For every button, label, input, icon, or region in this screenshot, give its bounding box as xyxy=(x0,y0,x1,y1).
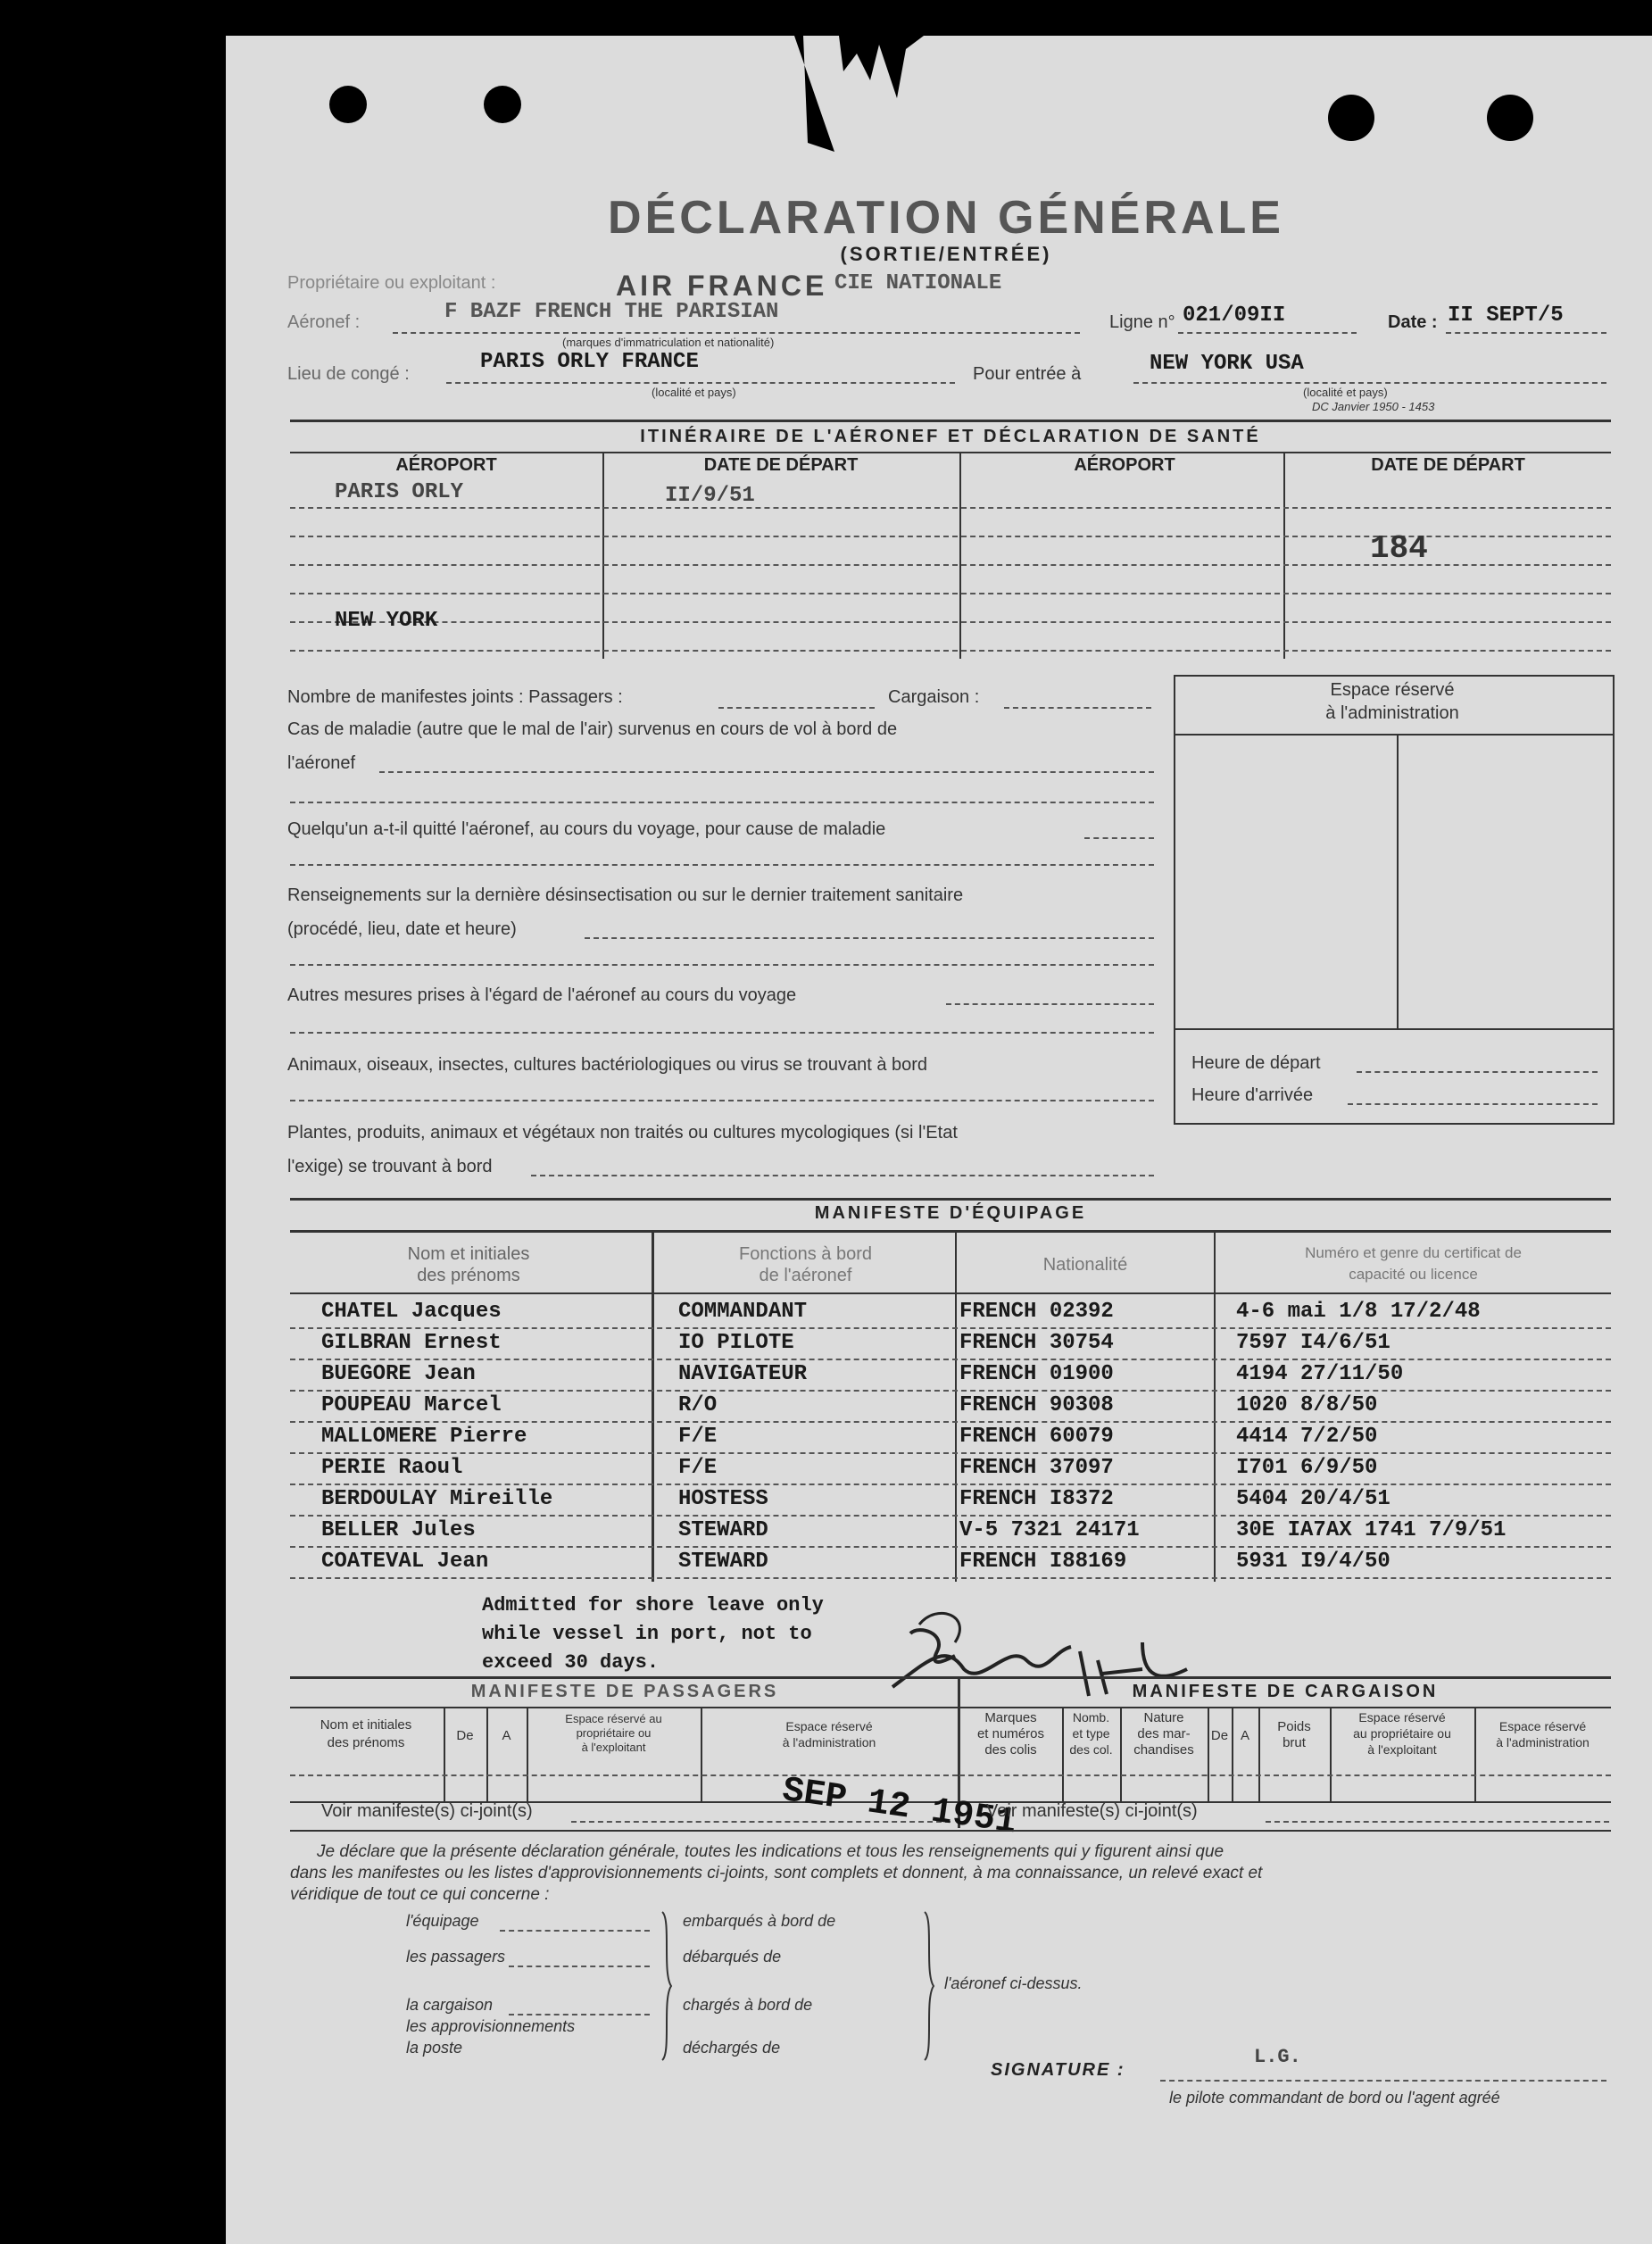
form-subtitle: (SORTIE/ENTRÉE) xyxy=(840,243,1052,265)
crew-heading: MANIFESTE D'ÉQUIPAGE xyxy=(814,1203,1087,1223)
crew-col-name-1: Nom et initiales xyxy=(407,1244,530,1264)
departure-label: Lieu de congé : xyxy=(287,364,410,384)
cargo-col-nature-1: Nature xyxy=(1143,1710,1184,1725)
form-reference: DC Janvier 1950 - 1453 xyxy=(1312,400,1435,413)
cargo-col-num-1: Nomb. xyxy=(1072,1710,1110,1725)
health-q6b: l'exige) se trouvant à bord xyxy=(287,1157,493,1176)
declaration-loaded: chargés à bord de xyxy=(683,1996,813,2014)
crew-member-function: R/O xyxy=(678,1393,718,1417)
crew-member-nationality: FRENCH 90308 xyxy=(959,1393,1114,1417)
crew-member-license: 5931 I9/4/50 xyxy=(1236,1550,1391,1574)
declaration-line2: dans les manifestes ou les listes d'approvisionnements ci-joints, sont complets et donnent, à ma connaissance, un relevé exact et xyxy=(290,1864,1263,1882)
crew-member-license: 30E IA7AX 1741 7/9/51 xyxy=(1236,1518,1507,1542)
cargo-col-exploit-1: Espace réservé xyxy=(1358,1710,1446,1725)
pax-attached-label: Voir manifeste(s) ci-joint(s) xyxy=(321,1801,533,1821)
health-q5: Animaux, oiseaux, insectes, cultures bactériologiques ou virus se trouvant à bord xyxy=(287,1055,928,1075)
aircraft-label: Aéronef : xyxy=(287,312,361,332)
crew-member-license: 4414 7/2/50 xyxy=(1236,1425,1378,1449)
health-q6a: Plantes, produits, animaux et végétaux non traités ou cultures mycologiques (si l'Etat xyxy=(287,1123,958,1143)
cargo-col-nature-3: chandises xyxy=(1133,1742,1194,1758)
crew-member-function: IO PILOTE xyxy=(678,1331,794,1355)
crew-member-name: BERDOULAY Mireille xyxy=(321,1487,553,1511)
crew-member-name: BELLER Jules xyxy=(321,1518,476,1542)
shore-leave-stamp-line3: exceed 30 days. xyxy=(482,1651,660,1674)
entry-label: Pour entrée à xyxy=(973,364,1082,384)
health-q1b: l'aéronef xyxy=(287,753,356,773)
cargo-col-num-2: et type xyxy=(1072,1726,1110,1741)
declaration-line1: Je déclare que la présente déclaration générale, toutes les indications et tous les renseignements qui y figurent ainsi que xyxy=(317,1842,1224,1861)
passenger-manifest-heading: MANIFESTE DE PASSAGERS xyxy=(470,1682,779,1701)
declaration-item-cargo: la cargaison xyxy=(406,1996,494,2014)
crew-col-license-1: Numéro et genre du certificat de xyxy=(1305,1244,1522,1261)
crew-col-function-1: Fonctions à bord xyxy=(739,1244,872,1264)
health-q3a: Renseignements sur la dernière désinsectisation ou sur le dernier traitement sanitaire xyxy=(287,885,964,905)
cargo-attached-label: Voir manifeste(s) ci-joint(s) xyxy=(986,1801,1198,1821)
health-q4: Autres mesures prises à l'égard de l'aéronef au cours du voyage xyxy=(287,985,797,1005)
declaration-item-supplies: les approvisionnements xyxy=(406,2017,576,2035)
itinerary-col-airport-1: AÉROPORT xyxy=(395,455,497,475)
date-label: Date : xyxy=(1388,312,1438,332)
declaration-brace-right xyxy=(921,1910,939,2062)
admin-reserved-line2: à l'administration xyxy=(1325,703,1459,723)
crew-col-function-2: de l'aéronef xyxy=(759,1266,852,1285)
crew-member-name: PERIE Raoul xyxy=(321,1456,463,1480)
declaration-brace-left xyxy=(659,1910,677,2062)
crew-col-name-2: des prénoms xyxy=(417,1266,520,1285)
health-q2: Quelqu'un a-t-il quitté l'aéronef, au cours du voyage, pour cause de maladie xyxy=(287,819,886,839)
crew-member-nationality: FRENCH 37097 xyxy=(959,1456,1114,1480)
crew-member-function: STEWARD xyxy=(678,1518,768,1542)
health-q3b: (procédé, lieu, date et heure) xyxy=(287,919,517,939)
crew-member-nationality: FRENCH 02392 xyxy=(959,1300,1114,1324)
departure-note: (localité et pays) xyxy=(652,386,736,399)
crew-member-license: 5404 20/4/51 xyxy=(1236,1487,1391,1511)
entry-note: (localité et pays) xyxy=(1303,386,1388,399)
line-label: Ligne n° xyxy=(1109,312,1175,332)
crew-member-nationality: FRENCH 30754 xyxy=(959,1331,1114,1355)
crew-member-license: I701 6/9/50 xyxy=(1236,1456,1378,1480)
crew-member-nationality: V-5 7321 24171 xyxy=(959,1518,1140,1542)
cargo-manifest-heading: MANIFESTE DE CARGAISON xyxy=(1132,1682,1439,1701)
cargo-col-admin-1: Espace réservé xyxy=(1498,1719,1587,1733)
crew-member-function: F/E xyxy=(678,1425,718,1449)
pax-col-name-2: des prénoms xyxy=(327,1735,405,1750)
cargo-col-admin-2: à l'administration xyxy=(1496,1735,1590,1749)
shore-leave-stamp-line1: Admitted for shore leave only xyxy=(482,1594,824,1617)
itinerary-date-1: II/9/51 xyxy=(665,484,755,508)
crew-member-name: BUEGORE Jean xyxy=(321,1362,476,1386)
itinerary-airport-2: NEW YORK xyxy=(335,609,438,633)
crew-member-function: NAVIGATEUR xyxy=(678,1362,808,1386)
crew-member-license: 1020 8/8/50 xyxy=(1236,1393,1378,1417)
depart-time-label: Heure de départ xyxy=(1191,1053,1321,1073)
admin-reserved-line1: Espace réservé xyxy=(1330,680,1455,700)
line-value: 021/09II xyxy=(1183,303,1286,328)
pax-col-admin-1: Espace réservé xyxy=(785,1719,873,1733)
itinerary-col-date-1: DATE DE DÉPART xyxy=(703,455,859,475)
crew-member-nationality: FRENCH I8372 xyxy=(959,1487,1114,1511)
crew-member-name: COATEVAL Jean xyxy=(321,1550,489,1574)
crew-member-function: F/E xyxy=(678,1456,718,1480)
cargo-col-weight-1: Poids xyxy=(1277,1719,1311,1734)
owner-extra: CIE NATIONALE xyxy=(834,271,1002,295)
shore-leave-stamp-line2: while vessel in port, not to xyxy=(482,1623,812,1645)
pax-col-admin-2: à l'administration xyxy=(782,1735,876,1749)
itinerary-col-airport-2: AÉROPORT xyxy=(1074,455,1175,475)
crew-member-name: MALLOMERE Pierre xyxy=(321,1425,527,1449)
torn-edge xyxy=(0,0,1652,179)
crew-member-function: HOSTESS xyxy=(678,1487,768,1511)
date-value: II SEPT/5 xyxy=(1448,303,1564,328)
crew-member-name: POUPEAU Marcel xyxy=(321,1393,502,1417)
crew-member-license: 4-6 mai 1/8 17/2/48 xyxy=(1236,1300,1481,1324)
crew-member-name: GILBRAN Ernest xyxy=(321,1331,502,1355)
declaration-item-passengers: les passagers xyxy=(406,1948,506,1966)
cargo-col-exploit-2: au propriétaire ou xyxy=(1353,1726,1451,1741)
signature-label: SIGNATURE : xyxy=(991,2060,1125,2080)
arrival-time-label: Heure d'arrivée xyxy=(1191,1085,1314,1105)
crew-member-nationality: FRENCH I88169 xyxy=(959,1550,1127,1574)
departure-value: PARIS ORLY FRANCE xyxy=(480,350,699,374)
declaration-item-mail: la poste xyxy=(406,2039,463,2057)
cargo-col-marks-1: Marques xyxy=(984,1710,1037,1725)
form-title: DÉCLARATION GÉNÉRALE xyxy=(608,192,1284,244)
owner-label: Propriétaire ou exploitant : xyxy=(287,273,496,293)
cargo-col-a: A xyxy=(1240,1728,1249,1743)
declaration-disembarked: débarqués de xyxy=(683,1948,782,1966)
itinerary-airport-1: PARIS ORLY xyxy=(335,480,464,504)
cargo-col-weight-2: brut xyxy=(1283,1735,1306,1750)
declaration-line3: véridique de tout ce qui concerne : xyxy=(290,1885,550,1904)
itinerary-stamp-number: 184 xyxy=(1370,530,1428,567)
entry-value: NEW YORK USA xyxy=(1150,352,1304,376)
itinerary-heading: ITINÉRAIRE DE L'AÉRONEF ET DÉCLARATION DE SANTÉ xyxy=(640,427,1261,446)
signatory-label: le pilote commandant de bord ou l'agent agréé xyxy=(1169,2089,1500,2107)
crew-member-license: 4194 27/11/50 xyxy=(1236,1362,1404,1386)
pax-col-de: De xyxy=(456,1728,474,1743)
cargo-col-marks-2: et numéros xyxy=(976,1726,1045,1741)
crew-member-name: CHATEL Jacques xyxy=(321,1300,502,1324)
health-q1a: Cas de maladie (autre que le mal de l'air) survenus en cours de vol à bord de xyxy=(287,719,898,739)
cargo-col-num-3: des col. xyxy=(1069,1742,1113,1757)
crew-member-license: 7597 I4/6/51 xyxy=(1236,1331,1391,1355)
pax-col-exploit-2: propriétaire ou xyxy=(576,1726,652,1740)
crew-member-function: STEWARD xyxy=(678,1550,768,1574)
cargo-col-exploit-3: à l'exploitant xyxy=(1367,1742,1437,1757)
cargo-col-nature-2: des mar- xyxy=(1137,1726,1191,1741)
declaration-aircraft-ref: l'aéronef ci-dessus. xyxy=(944,1974,1083,1992)
crew-member-nationality: FRENCH 60079 xyxy=(959,1425,1114,1449)
cargo-count-label: Cargaison : xyxy=(888,687,980,707)
itinerary-col-date-2: DATE DE DÉPART xyxy=(1371,455,1525,475)
owner-value: AIR FRANCE xyxy=(616,270,828,302)
declaration-item-crew: l'équipage xyxy=(406,1912,479,1930)
pax-col-name-1: Nom et initiales xyxy=(320,1717,412,1733)
aircraft-value: F BAZF FRENCH THE PARISIAN xyxy=(444,300,779,324)
crew-member-function: COMMANDANT xyxy=(678,1300,808,1324)
crew-col-nationality: Nationalité xyxy=(1042,1255,1128,1275)
cargo-col-marks-3: des colis xyxy=(984,1742,1037,1758)
crew-col-license-2: capacité ou licence xyxy=(1349,1266,1478,1283)
signature-value: L.G. xyxy=(1254,2046,1301,2068)
declaration-embarked: embarqués à bord de xyxy=(683,1912,836,1930)
cargo-col-de: De xyxy=(1210,1728,1229,1743)
aircraft-note: (marques d'immatriculation et nationalité) xyxy=(562,336,775,349)
declaration-unloaded: déchargés de xyxy=(683,2039,781,2057)
manifests-label: Nombre de manifestes joints : Passagers : xyxy=(287,687,623,707)
pax-col-exploit-1: Espace réservé au xyxy=(565,1712,662,1725)
crew-member-nationality: FRENCH 01900 xyxy=(959,1362,1114,1386)
pax-col-exploit-3: à l'exploitant xyxy=(581,1741,646,1754)
pax-col-a: A xyxy=(502,1728,511,1743)
received-date-stamp: SEP 12 1951 xyxy=(779,1771,1019,1844)
